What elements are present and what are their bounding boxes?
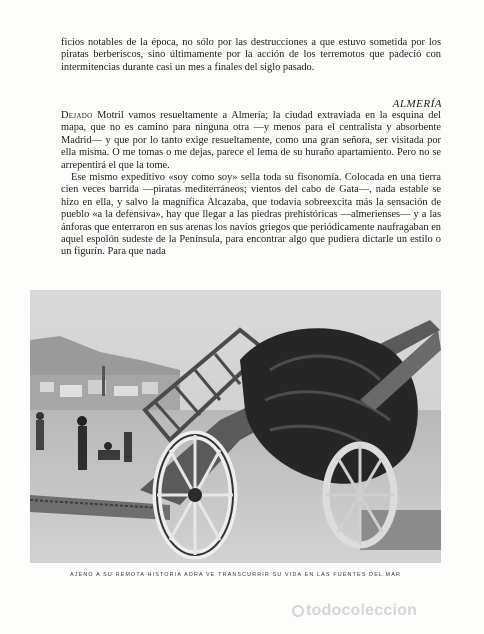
article-body bbox=[61, 110, 441, 259]
opening-paragraph bbox=[61, 37, 441, 74]
section-title: ALMERÍA bbox=[392, 98, 442, 110]
paragraph-1-lead: Dejado bbox=[61, 110, 93, 121]
photo-cart-on-beach bbox=[30, 290, 441, 563]
photo-caption: AJENO A SU REMOTA HISTORIA ADRA VE TRANSCURRIR SU VIDA EN LAS FUENTES DEL MAR bbox=[70, 572, 401, 578]
paragraph-2: Ese mismo expeditivo «soy como soy» sella toda su fisonomía. Colocada en una tierra cien veces barrida —piratas mediterráneos; vientos del cabo de Gata—, nada estable se hizo en ella, y salvo la magnífica Alcazaba, que todavía sobreexcita más la sensación de pueblo «a la defensiva», hay que llegar a las piedras prehistóricas —almerienses— y a las ánforas que enterraron en sus arenas los navíos griegos que periódicamente naufragaban en aquel espolón sudeste de la Península, para encontrar algo que pudiera dictarle un estilo o un figurín. Para que nada bbox=[61, 172, 441, 258]
paragraph-1-text: Motril vamos resueltamente a Almería; la ciudad extraviada en la esquina del mapa, que no es camino para ninguna otra —y menos para el centralista y absorbente Madrid— y que por lo tanto exige resueltamente, como una gran señora, ser visitada por ella misma. O me tomas o me dejas, parece el lema de su huraño apartamiento. Pero no se arrepentirá el que la tome. bbox=[61, 110, 441, 171]
watermark: todocoleccion bbox=[306, 602, 418, 619]
paragraph-1 bbox=[61, 110, 441, 172]
watermark-logo-icon bbox=[292, 605, 304, 617]
opening-paragraph-text: ficios notables de la época, no sólo por las destrucciones a que estuvo sometida por los piratas berberiscos, sino últimamente por la acción de los terremotos que padeció con intermitencias durante casi un mes a finales del siglo pasado. bbox=[61, 37, 441, 73]
photo-illustration bbox=[30, 290, 441, 563]
